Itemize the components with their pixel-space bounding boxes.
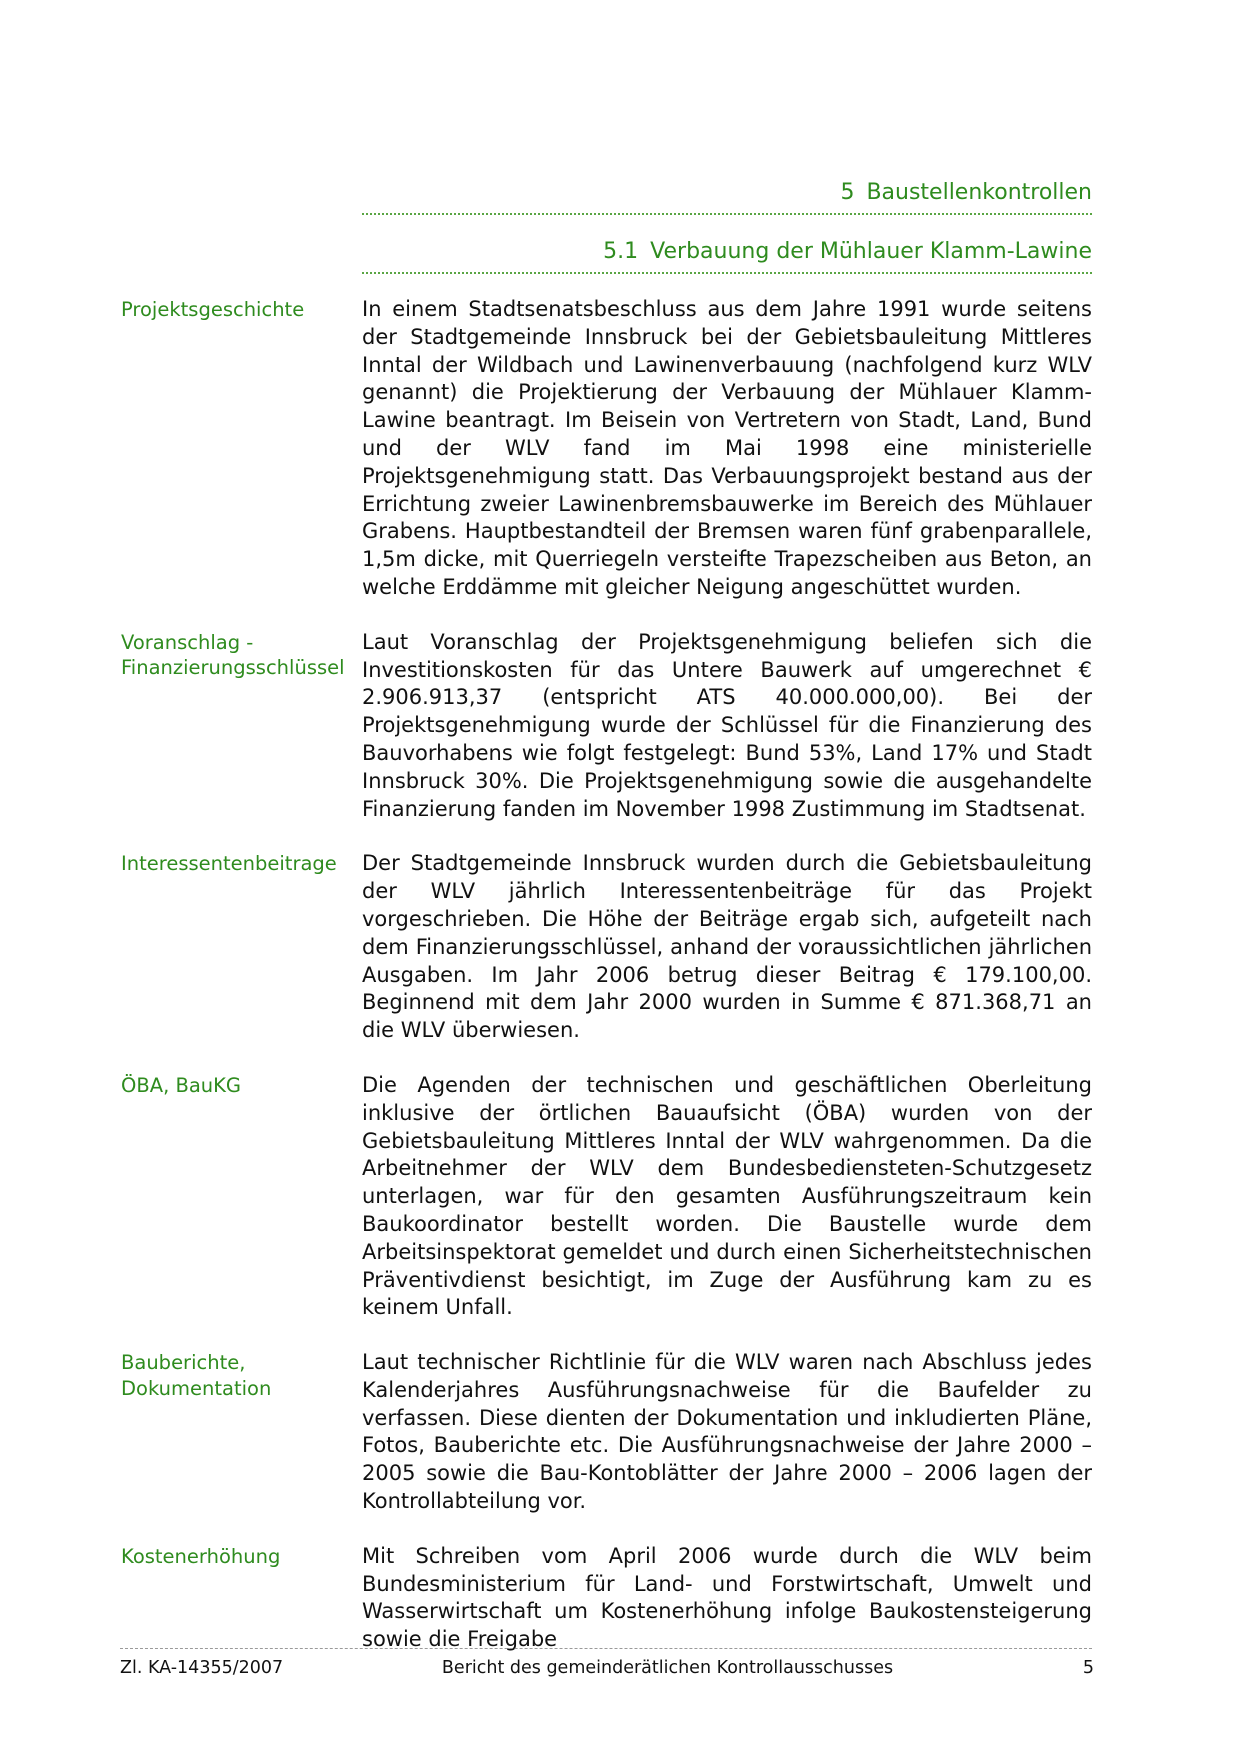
section-bauberichte — [0, 1349, 1240, 1516]
page-number: 5 — [1082, 1658, 1094, 1678]
paragraph: Die Agenden der technischen und geschäftlichen Oberleitung inklusive der örtlichen Bauaufsicht (ÖBA) wurden von der Gebietsbauleitung Mittleres Inntal der WLV wahrgenommen. Da die Arbeitnehmer der WLV dem Bundesbediensteten-Schutzgesetz unterlagen, war für den gesamten Ausführungszeitraum kein Baukoordinator bestellt worden. Die Baustelle wurde dem Arbeitsinspektorat gemeldet und durch einen Sicherheitstechnischen Präventivdienst besichtigt, im Zuge der Ausführung kam zu es keinem Unfall. — [362, 1072, 1092, 1320]
paragraph: Laut technischer Richtlinie für die WLV waren nach Abschluss jedes Kalenderjahres Ausführungsnachweise für die Baufelder zu verfassen. Diese dienten der Dokumentation und inkludierten Pläne, Fotos, Bauberichte etc. Die Ausführungsnachweise der Jahre 2000 – 2005 sowie die Bau-Kontoblätter der Jahre 2000 – 2006 lagen der Kontrollabteilung vor. — [362, 1350, 1092, 1514]
paragraph: Mit Schreiben vom April 2006 wurde durch die WLV beim Bundesministerium für Land- und Forstwirtschaft, Umwelt und Wasserwirtschaft um Kostenerhöhung infolge Baukostensteigerung sowie die Freigabe — [362, 1543, 1092, 1652]
side-label: Bauberichte, Dokumentation — [121, 1351, 272, 1400]
chapter-title: Baustellenkontrollen — [866, 180, 1092, 205]
side-label: Projektsgeschichte — [121, 298, 305, 321]
side-label: ÖBA, BauKG — [121, 1073, 242, 1097]
section-voranschlag — [0, 629, 1240, 824]
paragraph: Der Stadtgemeinde Innsbruck wurden durch die Gebietsbauleitung der WLV jährlich Interessentenbeiträge für das Projekt vorgeschrieben. Die Höhe der Beiträge ergab sich, aufgeteilt nach dem Finanzierungsschlüssel, anhand der voraussichtlichen jährlichen Ausgaben. Im Jahr 2006 betrug dieser Beitrag € 179.100,00. Beginnend mit dem Jahr 2000 wurden in Summe € 871.368,71 an die WLV überwiesen. — [362, 851, 1092, 1043]
section-oeba-baukg — [0, 1072, 1240, 1322]
footer-reference: Zl. KA-14355/2007 — [120, 1658, 284, 1678]
section-interessentenbeitrage — [0, 850, 1240, 1045]
chapter-heading — [362, 179, 1092, 215]
paragraph: Laut Voranschlag der Projektsgenehmigung beliefen sich die Investitionskosten für das Untere Bauwerk auf umgerechnet € 2.906.913,37 (entspricht ATS 40.000.000,00). Bei der Projektsgenehmigung wurde der Schlüssel für die Finanzierung des Bauvorhabens wie folgt festgelegt: Bund 53%, Land 17% und Stadt Innsbruck 30%. Die Projektsgenehmigung sowie die ausgehandelte Finanzierung fanden im November 1998 Zustimmung im Stadtsenat. — [362, 629, 1092, 821]
side-label: Voranschlag - Finanzierungsschlüssel — [121, 630, 345, 680]
report-sections — [0, 296, 1240, 1681]
footer-divider — [120, 1648, 1092, 1649]
section-number: 5.1 — [603, 239, 639, 264]
section-kostenerhoehung — [0, 1543, 1240, 1654]
footer-title: Bericht des gemeinderätlichen Kontrollausschusses — [441, 1658, 894, 1678]
side-label: Interessentenbeitrage — [121, 852, 337, 876]
section-title: Verbauung der Mühlauer Klamm-Lawine — [650, 239, 1092, 264]
chapter-number: 5 — [840, 180, 855, 205]
side-label: Kostenerhöhung — [121, 1544, 281, 1568]
section-projektsgeschichte — [0, 296, 1240, 602]
section-heading — [362, 238, 1092, 274]
paragraph: In einem Stadtsenatsbeschluss aus dem Jahre 1991 wurde seitens der Stadtgemeinde Innsbruck bei der Gebietsbauleitung Mittleres Inntal der Wildbach und Lawinenverbauung (nachfolgend kurz WLV genannt) die Projektierung der Verbauung der Mühlauer Klamm-Lawine beantragt. Im Beisein von Vertretern von Stadt, Land, Bund und der WLV fand im Mai 1998 eine ministerielle Projektsgenehmigung statt. Das Verbauungsprojekt bestand aus der Errichtung zweier Lawinenbremsbauwerke im Bereich des Mühlauer Grabens. Hauptbestandteil der Bremsen waren fünf grabenparallele, 1,5m dicke, mit Querriegeln versteifte Trapezscheiben aus Beton, an welche Erddämme mit gleicher Neigung angeschüttet wurden. — [362, 297, 1092, 599]
